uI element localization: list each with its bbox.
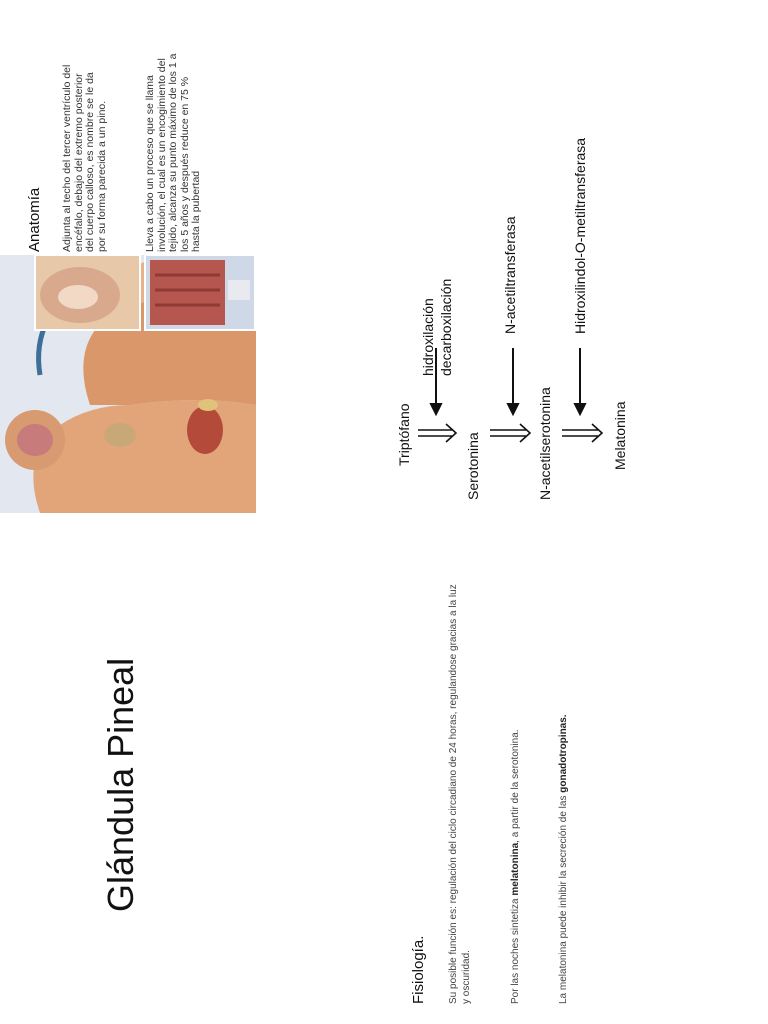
fisiologia-p3-bold: gonadotropinas. bbox=[558, 714, 569, 793]
fisiologia-p2-tail: , a partir de la serotonina. bbox=[510, 729, 521, 843]
pathway-decarboxilacion: decarboxilación bbox=[438, 278, 454, 376]
pathway-hidroxilacion: hidroxilación bbox=[420, 298, 436, 376]
pathway-triptofano: Triptófano bbox=[396, 403, 412, 466]
fisiologia-p3-text: La melatonina puede inhibir la secreción de las bbox=[558, 792, 569, 1004]
enzyme-arrow-2-head bbox=[508, 404, 518, 414]
double-arrow-3 bbox=[562, 424, 602, 442]
fisiologia-p2-text: Por las noches sintetiza bbox=[510, 895, 521, 1004]
pathway-melatonina: Melatonina bbox=[612, 401, 628, 470]
anatomia-paragraph-2: Lleva a cabo un proceso que se llama involución, el cual es un encogimiento del tejido, alcanza su punto máximo de los 1 a los 5 años y después reduce en 75 % hasta la pubertad bbox=[144, 53, 202, 252]
fisiologia-paragraph-1: Su posible función es: regulación del ciclo circadiano de 24 horas, regulandose gracias a la luz y oscuridad. bbox=[448, 584, 472, 1004]
page-title: Glándula Pineal bbox=[100, 657, 141, 912]
double-arrow-1 bbox=[418, 424, 456, 442]
enzyme-arrow-1-head bbox=[431, 404, 441, 414]
double-arrow-2 bbox=[490, 424, 530, 442]
fisiologia-heading: Fisiología. bbox=[410, 935, 427, 1004]
anatomia-paragraph-1: Adjunta al techo del tercer ventrículo del encéfalo, debajo del extremo posterior del cuerpo calloso, es nombre se le da por su forma parecida a un pino. bbox=[61, 64, 108, 252]
anatomia-heading: Anatomía bbox=[26, 187, 43, 252]
fisiologia-p2-bold: melatonina bbox=[510, 842, 521, 896]
pathway-enzyme-hiomt: Hidroxilindol-O-metiltransferasa bbox=[572, 137, 588, 334]
pathway-enzyme-n-acetiltransferasa: N-acetiltransferasa bbox=[502, 216, 518, 334]
pathway-n-acetilserotonina: N-acetilserotonina bbox=[537, 387, 553, 500]
pathway-serotonina: Serotonina bbox=[465, 432, 481, 500]
enzyme-arrow-3-head bbox=[575, 404, 585, 414]
